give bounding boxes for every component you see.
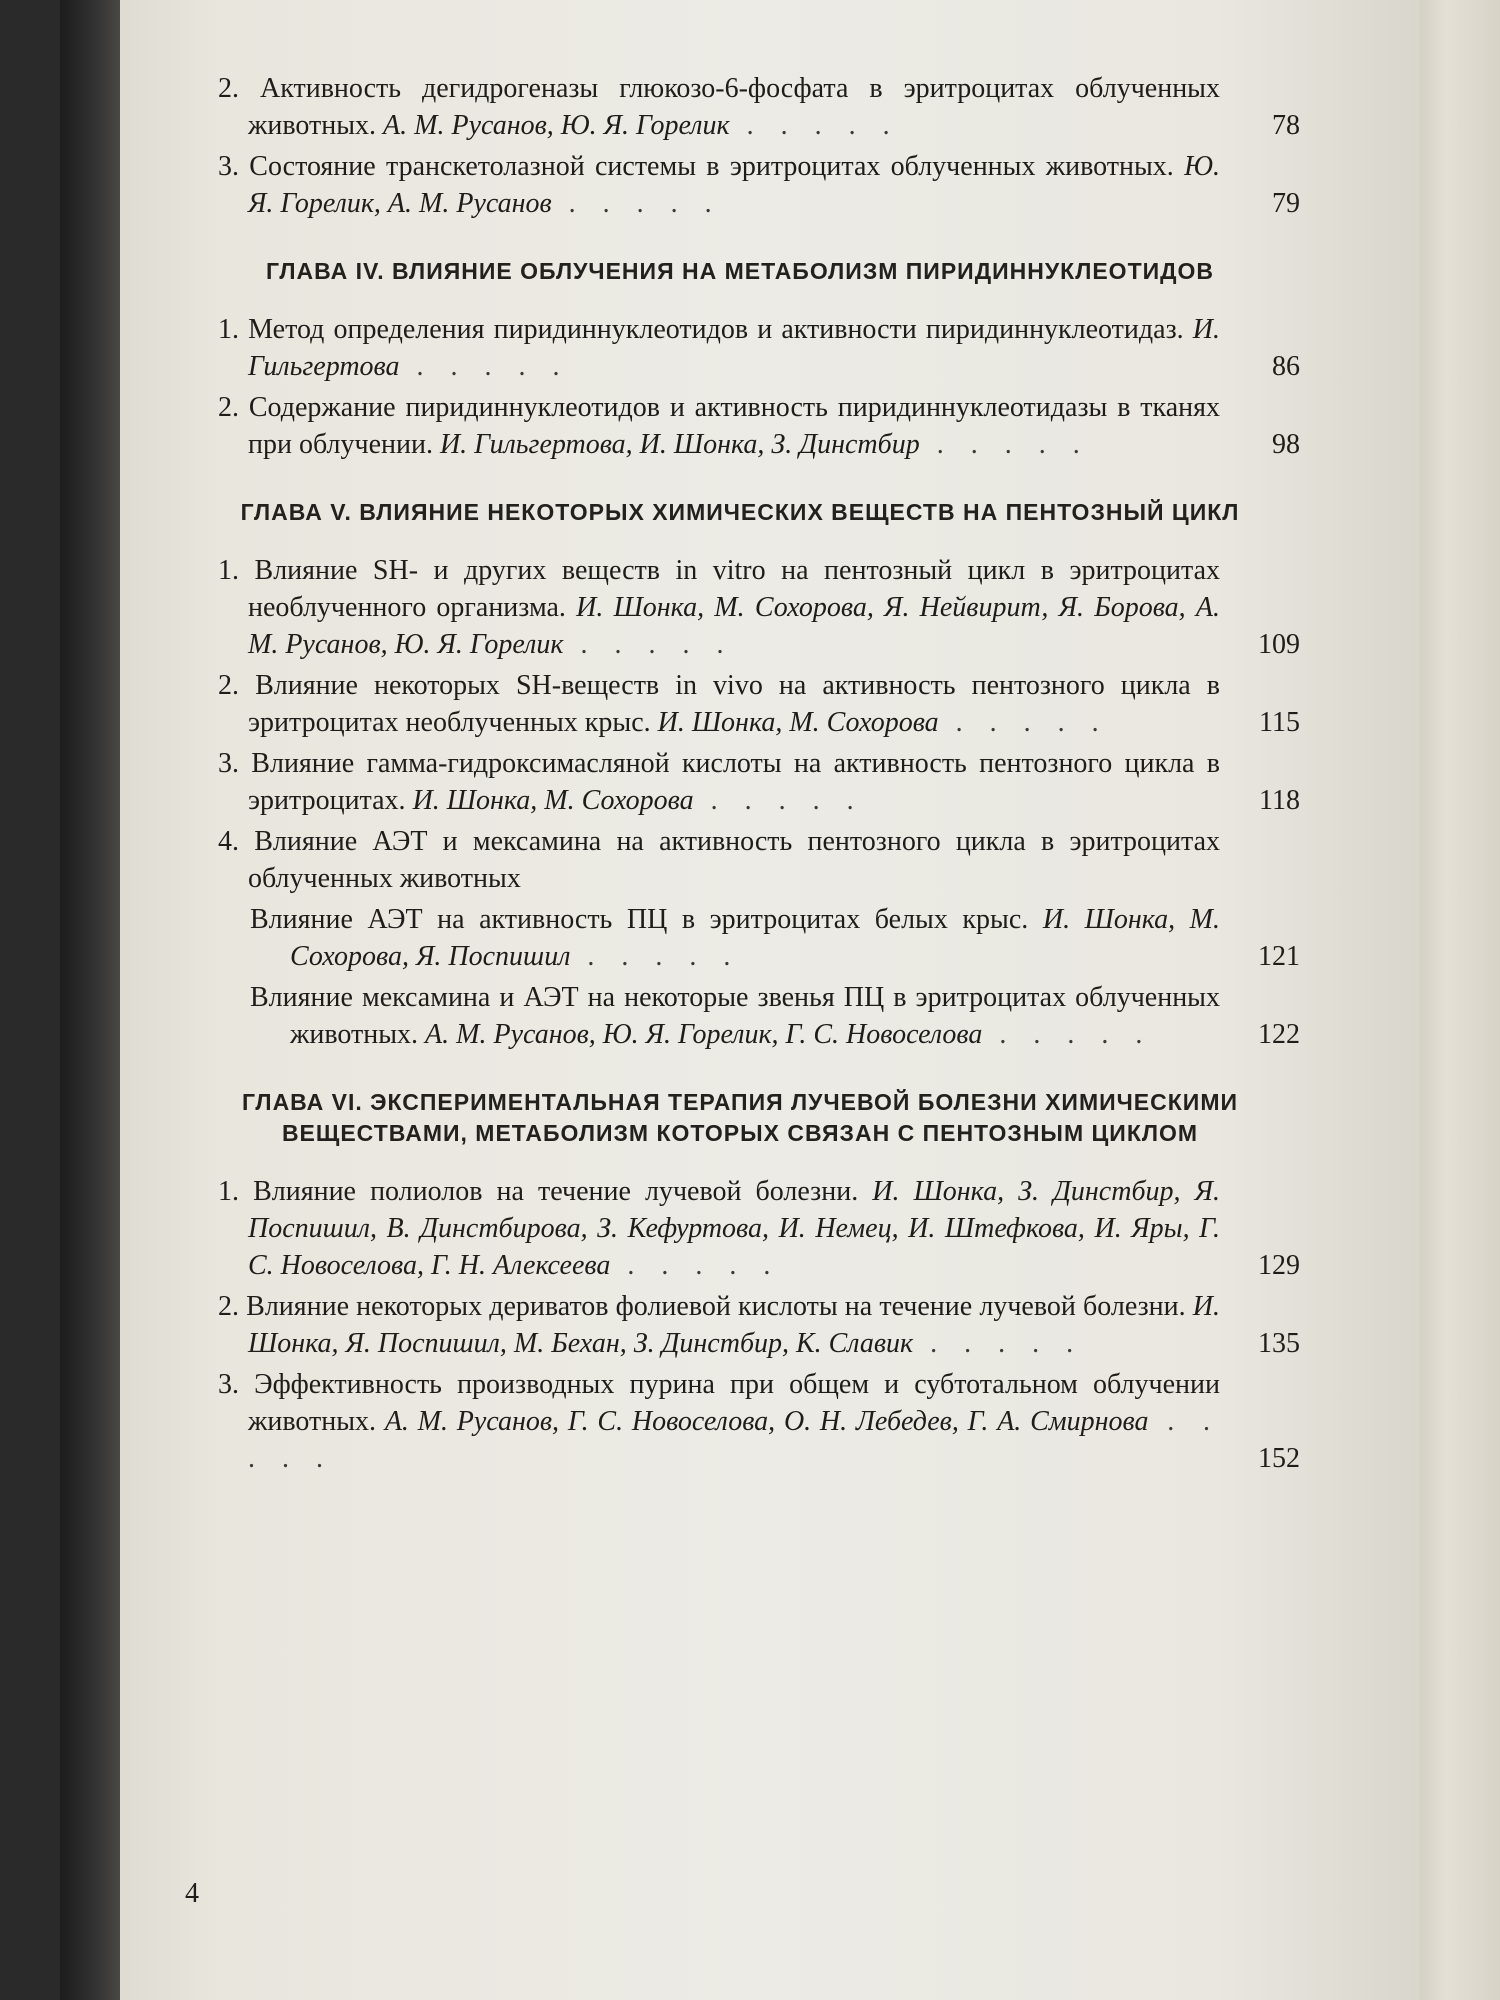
- entry-title: Влияние SH- и других веществ in vitro на пентозный цикл в эритроцитах необлученного организма.: [248, 555, 1220, 623]
- entry-title: Состояние транскетолазной системы в эритроцитах облученных животных.: [249, 151, 1174, 182]
- entry-title: Активность дегидрогеназы глюкозо-6-фосфата в эритроцитах облученных животных.: [248, 73, 1220, 141]
- toc-entry[interactable]: [180, 979, 1320, 1053]
- toc-entry[interactable]: [180, 745, 1320, 819]
- entry-page-number: 118: [1259, 785, 1300, 816]
- entry-title: Влияние гамма-гидроксимасляной кислоты на активность пентозного цикла в эритроцитах.: [248, 748, 1220, 816]
- toc-entry-text: [180, 70, 1320, 144]
- entry-page-number: 152: [1258, 1443, 1300, 1474]
- toc-entry[interactable]: [180, 389, 1320, 463]
- entry-page-number: 121: [1258, 941, 1300, 972]
- background-page-edge: [1410, 0, 1500, 2000]
- entry-number: 2.: [218, 670, 239, 701]
- book-page: [60, 0, 1420, 2000]
- leader-dots: . . . . .: [982, 1019, 1153, 1050]
- toc-entry-text: [180, 552, 1320, 663]
- toc-entry[interactable]: [180, 70, 1320, 144]
- leader-dots: . . . . .: [729, 110, 900, 141]
- entry-page-number: 122: [1258, 1019, 1300, 1050]
- leader-dots: . . . . .: [919, 429, 1090, 460]
- leader-dots: . . . . .: [693, 785, 864, 816]
- toc-entry-text: [180, 979, 1320, 1053]
- chapter-heading: ГЛАВА IV. ВЛИЯНИЕ ОБЛУЧЕНИЯ НА МЕТАБОЛИЗМ ПИРИДИННУКЛЕОТИДОВ: [265, 258, 1215, 284]
- leader-dots: . . . . .: [913, 1328, 1084, 1359]
- toc-entry-text: [180, 1366, 1320, 1477]
- page-number: 4: [185, 1878, 199, 1909]
- entry-number: 2.: [218, 73, 239, 104]
- entry-title: Влияние некоторых SH-веществ in vivo на активность пентозного цикла в эритроцитах необлученных крыс.: [248, 670, 1221, 738]
- leader-dots: . . . . .: [248, 1406, 1221, 1474]
- entry-page-number: 135: [1258, 1328, 1300, 1359]
- toc-entry-text: [180, 901, 1320, 975]
- entry-page-number: 98: [1272, 429, 1300, 460]
- entry-number: 3.: [218, 1369, 239, 1400]
- toc-entry-text: [180, 1173, 1320, 1284]
- entry-authors: И. Гильгертова, И. Шонка, З. Динстбир: [439, 429, 920, 460]
- leader-dots: . . . . .: [938, 707, 1109, 738]
- entry-authors: А. М. Русанов, Г. С. Новоселова, О. Н. Лебедев, Г. А. Смирнова: [384, 1406, 1149, 1437]
- entry-title: Влияние некоторых дериватов фолиевой кислоты на течение лучевой болезни.: [246, 1291, 1186, 1322]
- entry-number: 4.: [218, 826, 239, 857]
- entry-authors: И. Шонка, Я. Поспишил, М. Бехан, З. Динстбир, К. Славик: [248, 1291, 1220, 1359]
- entry-title: Метод определения пиридиннуклеотидов и активности пиридиннуклеотидаз.: [248, 314, 1184, 345]
- entry-number: 1.: [218, 314, 239, 345]
- entry-number: 3.: [218, 151, 239, 182]
- toc-entry-text: [180, 823, 1320, 897]
- toc-entry[interactable]: [180, 823, 1320, 897]
- entry-page-number: 129: [1258, 1250, 1300, 1281]
- entry-authors: И. Шонка, М. Сохорова, Я. Нейвирит, Я. Борова, А. М. Русанов, Ю. Я. Горелик: [248, 592, 1220, 660]
- entry-authors: А. М. Русанов, Ю. Я. Горелик, Г. С. Новоселова: [425, 1019, 983, 1050]
- leader-dots: . . . . .: [570, 941, 741, 972]
- entry-number: 2.: [218, 1291, 239, 1322]
- entry-authors: И. Шонка, М. Сохорова, Я. Поспишил: [290, 904, 1220, 972]
- entry-number: 3.: [218, 748, 239, 779]
- entry-authors: Ю. Я. Горелик, А. М. Русанов: [248, 151, 1220, 219]
- book-spine: [60, 0, 120, 2000]
- toc-entry-text: [180, 389, 1320, 463]
- table-of-contents: [180, 70, 1320, 1481]
- toc-entry[interactable]: [180, 552, 1320, 663]
- entry-title: Содержание пиридиннуклеотидов и активность пиридиннуклеотидазы в тканях при облучении.: [248, 392, 1220, 460]
- entry-title: Эффективность производных пурина при общем и субтотальном облучении животных.: [248, 1369, 1220, 1437]
- chapter-heading: ГЛАВА VI. ЭКСПЕРИМЕНТАЛЬНАЯ ТЕРАПИЯ ЛУЧЕВОЙ БОЛЕЗНИ ХИМИЧЕСКИМИ ВЕЩЕСТВАМИ, МЕТАБОЛИЗМ КОТОРЫХ СВЯЗАН С ПЕНТОЗНЫМ ЦИКЛОМ: [241, 1089, 1239, 1146]
- leader-dots: . . . . .: [551, 188, 722, 219]
- entry-authors: А. М. Русанов, Ю. Я. Горелик: [383, 110, 730, 141]
- toc-entry[interactable]: [180, 311, 1320, 385]
- toc-entry[interactable]: [180, 667, 1320, 741]
- toc-entry-text: [180, 745, 1320, 819]
- entry-authors: И. Шонка, М. Сохорова: [657, 707, 939, 738]
- entry-authors: И. Шонка, З. Динстбир, Я. Поспишил, В. Динстбирова, З. Кефуртова, И. Немец, И. Штефкова, И. Яры, Г. С. Новоселова, Г. Н. Алексеева: [248, 1176, 1221, 1281]
- leader-dots: . . . . .: [399, 351, 570, 382]
- entry-number: 1.: [218, 1176, 239, 1207]
- toc-entry[interactable]: [180, 901, 1320, 975]
- entry-number: 2.: [218, 392, 239, 423]
- leader-dots: . . . . .: [610, 1250, 781, 1281]
- toc-entry-text: [180, 311, 1320, 385]
- leader-dots: . . . . .: [563, 629, 734, 660]
- entry-authors: И. Гильгертова: [248, 314, 1221, 382]
- entry-page-number: 79: [1272, 188, 1300, 219]
- entry-page-number: 86: [1272, 351, 1300, 382]
- toc-entry[interactable]: [180, 1366, 1320, 1477]
- chapter-heading: ГЛАВА V. ВЛИЯНИЕ НЕКОТОРЫХ ХИМИЧЕСКИХ ВЕЩЕСТВ НА ПЕНТОЗНЫЙ ЦИКЛ: [240, 499, 1240, 525]
- toc-entry-text: [180, 148, 1320, 222]
- entry-page-number: 115: [1259, 707, 1300, 738]
- entry-title: Влияние АЭТ и мексамина на активность пентозного цикла в эритроцитах облученных животных: [248, 826, 1221, 894]
- toc-entry[interactable]: [180, 1173, 1320, 1284]
- entry-title: Влияние мексамина и АЭТ на некоторые звенья ПЦ в эритроцитах облученных животных.: [250, 982, 1220, 1050]
- entry-page-number: 78: [1272, 110, 1300, 141]
- entry-authors: И. Шонка, М. Сохорова: [412, 785, 694, 816]
- toc-entry-text: [180, 1288, 1320, 1362]
- entry-title: Влияние АЭТ на активность ПЦ в эритроцитах белых крыс.: [250, 904, 1029, 935]
- entry-title: Влияние полиолов на течение лучевой болезни.: [253, 1176, 859, 1207]
- toc-entry[interactable]: [180, 148, 1320, 222]
- toc-entry[interactable]: [180, 1288, 1320, 1362]
- entry-number: 1.: [218, 555, 239, 586]
- entry-page-number: 109: [1258, 629, 1300, 660]
- toc-entry-text: [180, 667, 1320, 741]
